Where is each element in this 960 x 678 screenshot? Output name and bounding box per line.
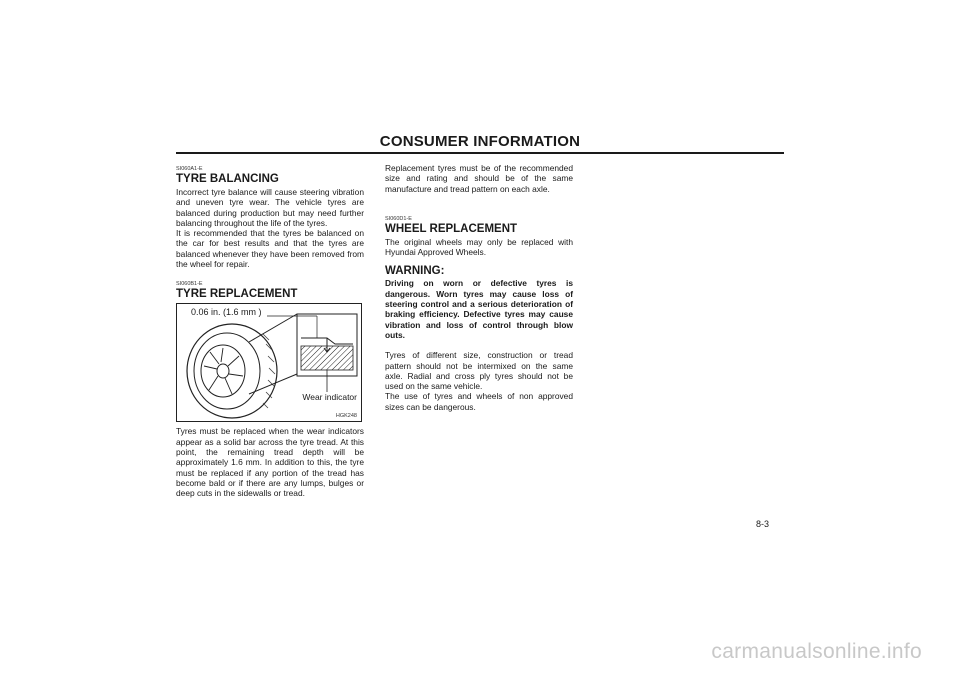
tyre-balancing-text: Incorrect tyre balance will cause steering vibration and uneven tyre wear. The vehicle tyres are balanced during production but may need further balancing throughout the life of the tyres. — [176, 187, 364, 228]
tyre-replacement-text: Tyres must be replaced when the wear indicators appear as a solid bar across the tyre tread. At this point, the remaining tread depth will be approximately 1.6 mm. In addition to this, the tyre must be replaced if any portion of the tread has become bald or if there are any lumps, bulges or deep cuts in the sidewalls or tread. — [176, 426, 364, 499]
page-number: 8-3 — [756, 519, 770, 529]
tyre-balancing-text-2: It is recommended that the tyres be balanced on the car for best results and that the tyres are balanced whenever they have been removed from the wheel for repair. — [176, 228, 364, 270]
figure-code: HGK248 — [335, 413, 357, 420]
tyre-illustration — [177, 304, 363, 423]
warning-title: WARNING: — [385, 265, 445, 278]
wheel-replacement-text: The original wheels may only be replaced with Hyundai Approved Wheels. — [385, 236, 573, 258]
warning-text: Driving on worn or defective tyres is dangerous. Worn tyres may cause loss of steering control and a serious deterioration of braking efficiency. Defective tyres may cause vibration and loss of control through blow outs. — [385, 278, 573, 340]
tyre-wear-figure — [176, 303, 362, 422]
section-code-replacement: SI060B1-E — [176, 281, 203, 288]
right-column — [385, 160, 573, 412]
section-code-balancing: SI060A1-E — [176, 166, 203, 172]
heading-wheel-replacement: WHEEL REPLACEMENT — [385, 222, 518, 235]
page-title: CONSUMER INFORMATION — [379, 133, 581, 150]
tread-depth-label: 0.06 in. (1.6 mm ) — [191, 307, 262, 318]
section-code-wheel: SI060D1-E — [385, 215, 412, 222]
left-column — [176, 160, 364, 498]
tyre-mixing-text: Tyres of different size, construction or tread pattern should not be intermixed on the same axle. Radial and cross ply tyres should not be used on the same vehicle. — [385, 350, 573, 392]
title-rule — [176, 152, 784, 154]
wear-indicator-label: Wear indicator — [302, 392, 357, 403]
replacement-tyres-text: Replacement tyres must be of the recommended size and rating and should be of the same manufacture and tread pattern on each axle. — [385, 163, 573, 194]
heading-tyre-balancing: TYRE BALANCING — [176, 173, 279, 185]
tyre-icon — [187, 324, 277, 418]
watermark: carmanualsonline.info — [711, 640, 922, 663]
heading-tyre-replacement: TYRE REPLACEMENT — [176, 288, 298, 301]
non-approved-sizes-text: The use of tyres and wheels of non approved sizes can be dangerous. — [385, 391, 573, 412]
